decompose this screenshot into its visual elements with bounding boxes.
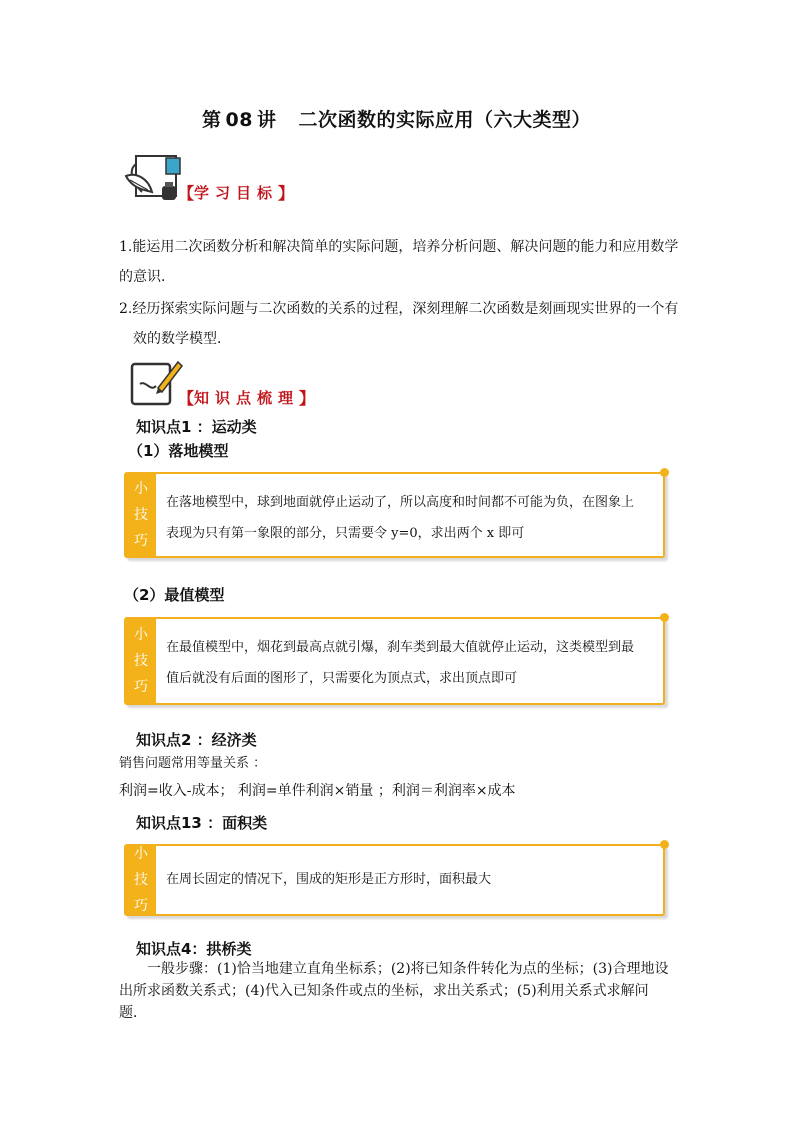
tip-content: 在最值模型中，烟花到最高点就引爆，刹车类到最大值就停止运动，这类模型到最 值后就没有后面的图形了，只需要化为顶点式，求出顶点即可 xyxy=(166,640,635,686)
k2-intro: 销售问题常用等量关系 ： xyxy=(119,756,267,771)
title-lecture: 讲 xyxy=(256,109,277,131)
bracket-close: 】 xyxy=(299,389,316,408)
objectives-label: 学习目标 xyxy=(194,183,279,202)
k2-heading: 知识点2 ：经济类 xyxy=(136,731,257,749)
page-title xyxy=(0,105,793,132)
bracket-close: 】 xyxy=(278,183,295,203)
tip-content: 在周长固定的情况下，围成的矩形是正方形时，面积最大 xyxy=(166,872,492,887)
tip-box-extremum xyxy=(124,617,665,705)
notepad-pencil-icon xyxy=(128,356,184,408)
k1-sub1: （1）落地模型 xyxy=(128,442,229,460)
knowledge-banner xyxy=(128,354,315,409)
tip-tab: 小 技 巧 xyxy=(126,474,156,556)
k1-heading: 知识点1 ：运动类 xyxy=(136,418,257,436)
tip-tab: 小 技 巧 xyxy=(126,846,156,914)
title-main: 二次函数的实际应用（六大类型） xyxy=(298,109,591,131)
k4-heading: 知识点4：拱桥类 xyxy=(136,940,252,958)
k4-steps: 一般步骤：(1)恰当地建立直角坐标系；(2)将已知条件转化为点的坐标；(3)合理地设 出所求函数关系式；(4)代入已知条件或点的坐标，求出关系式；(5)利用关系式求解问 题． xyxy=(119,961,669,1021)
k1-sub2: （2）最值模型 xyxy=(124,586,225,604)
tip-content: 在落地模型中，球到地面就停止运动了，所以高度和时间都不可能为负，在图象上 表现为只有第一象限的部分，只需要令 y=0，求出两个 x 即可 xyxy=(166,495,635,541)
objective-item-1: 1.能运用二次函数分析和解决简单的实际问题，培养分析问题、解决问题的能力和应用数学 的意识． xyxy=(119,239,679,285)
tip-box-area xyxy=(124,844,665,916)
corner-dot xyxy=(660,613,669,622)
title-prefix: 第 xyxy=(202,109,222,131)
corner-dot xyxy=(660,840,669,849)
title-number: 08 xyxy=(225,109,253,131)
k2-formula: 利润=收入-成本； 利润=单件利润×销量 ；利润＝利润率×成本 xyxy=(119,783,516,799)
bracket-open: 【 xyxy=(178,389,195,408)
bracket-open: 【 xyxy=(178,183,195,203)
corner-dot xyxy=(660,468,669,477)
objective-item-2: 2.经历探索实际问题与二次函数的关系的过程，深刻理解二次函数是刻画现实世界的一个有 效的数学模型． xyxy=(119,301,679,347)
tip-tab: 小 技 巧 xyxy=(126,619,156,703)
k3-heading: 知识点13 ：面积类 xyxy=(136,814,268,832)
objectives-banner xyxy=(122,152,294,206)
scroll-quill-icon xyxy=(122,152,184,206)
knowledge-label: 知识点梳理 xyxy=(194,389,300,407)
tip-box-landing xyxy=(124,472,665,558)
